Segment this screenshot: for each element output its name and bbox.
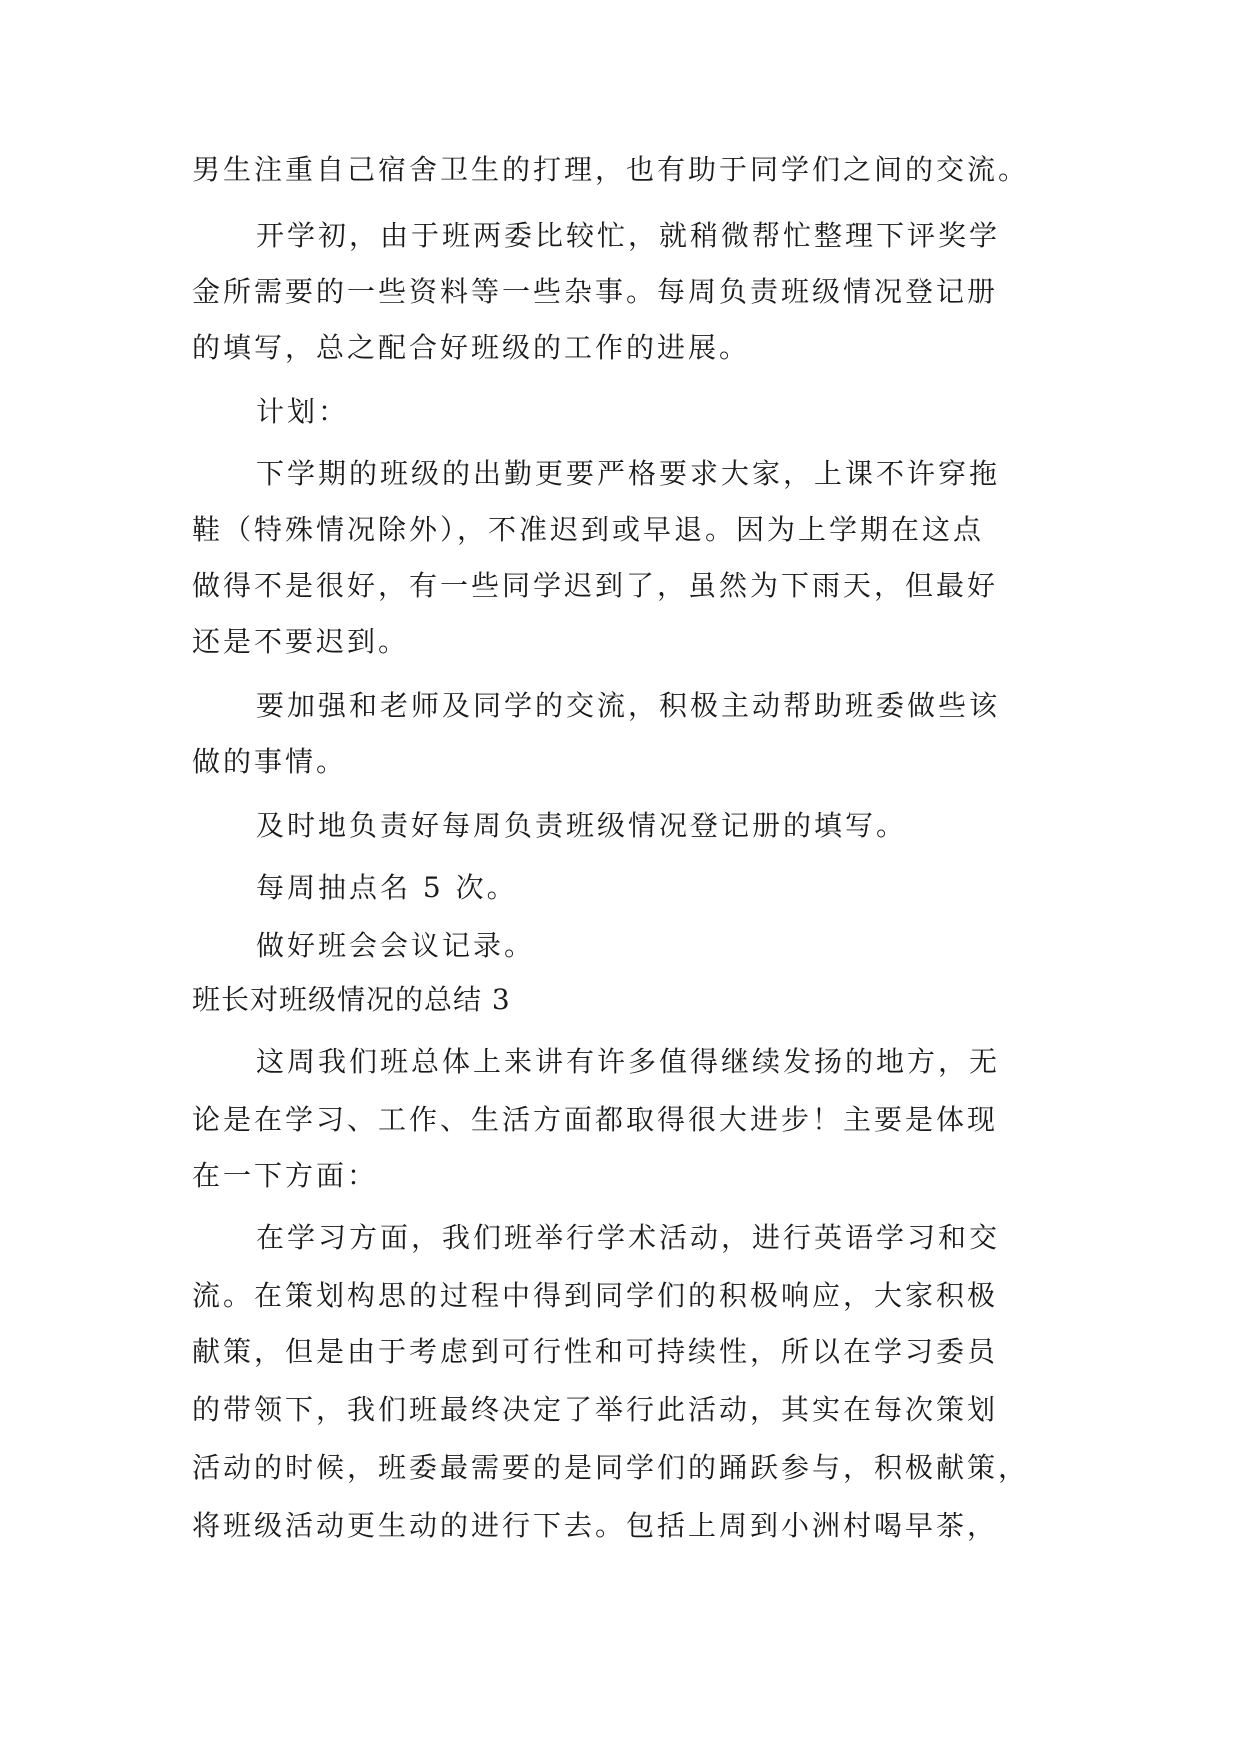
paragraph-line: 论是在学习、工作、生活方面都取得很大进步！主要是体现 bbox=[192, 1103, 999, 1136]
paragraph-line: 做好班会会议记录。 bbox=[256, 929, 536, 962]
paragraph-line: 鞋（特殊情况除外），不准迟到或早退。因为上学期在这点 bbox=[192, 513, 985, 546]
paragraph-line: 这周我们班总体上来讲有许多值得继续发扬的地方，无 bbox=[256, 1045, 1001, 1078]
paragraph-line: 的带领下，我们班最终决定了举行此活动，其实在每次策划 bbox=[192, 1393, 999, 1426]
paragraph-line: 做的事情。 bbox=[192, 745, 348, 778]
paragraph-line: 献策，但是由于考虑到可行性和可持续性，所以在学习委员 bbox=[192, 1335, 999, 1368]
paragraph-line: 的填写，总之配合好班级的工作的进展。 bbox=[192, 331, 751, 364]
paragraph-line: 将班级活动更生动的进行下去。包括上周到小洲村喝早茶， bbox=[192, 1509, 999, 1542]
paragraph-line: 金所需要的一些资料等一些杂事。每周负责班级情况登记册 bbox=[192, 275, 999, 308]
paragraph-line: 在一下方面： bbox=[192, 1159, 379, 1192]
paragraph-line: 及时地负责好每周负责班级情况登记册的填写。 bbox=[256, 809, 908, 842]
paragraph-line: 要加强和老师及同学的交流，积极主动帮助班委做些该 bbox=[256, 689, 1001, 722]
paragraph-line: 下学期的班级的出勤更要严格要求大家，上课不许穿拖 bbox=[256, 457, 1001, 490]
paragraph-line: 每周抽点名 5 次。 bbox=[256, 871, 518, 904]
paragraph-line: 在学习方面，我们班举行学术活动，进行英语学习和交 bbox=[256, 1221, 1001, 1254]
paragraph-line: 还是不要迟到。 bbox=[192, 625, 410, 658]
paragraph-line: 开学初，由于班两委比较忙，就稍微帮忙整理下评奖学 bbox=[256, 219, 1001, 252]
section-label: 计划： bbox=[256, 395, 350, 428]
section-heading: 班长对班级情况的总结 3 bbox=[192, 983, 511, 1016]
paragraph-line: 活动的时候，班委最需要的是同学们的踊跃参与，积极献策， bbox=[192, 1451, 1030, 1484]
paragraph-line: 做得不是很好，有一些同学迟到了，虽然为下雨天，但最好 bbox=[192, 569, 999, 602]
paragraph-line: 男生注重自己宿舍卫生的打理，也有助于同学们之间的交流。 bbox=[192, 153, 1030, 186]
paragraph-line: 流。在策划构思的过程中得到同学们的积极响应，大家积极 bbox=[192, 1279, 999, 1312]
